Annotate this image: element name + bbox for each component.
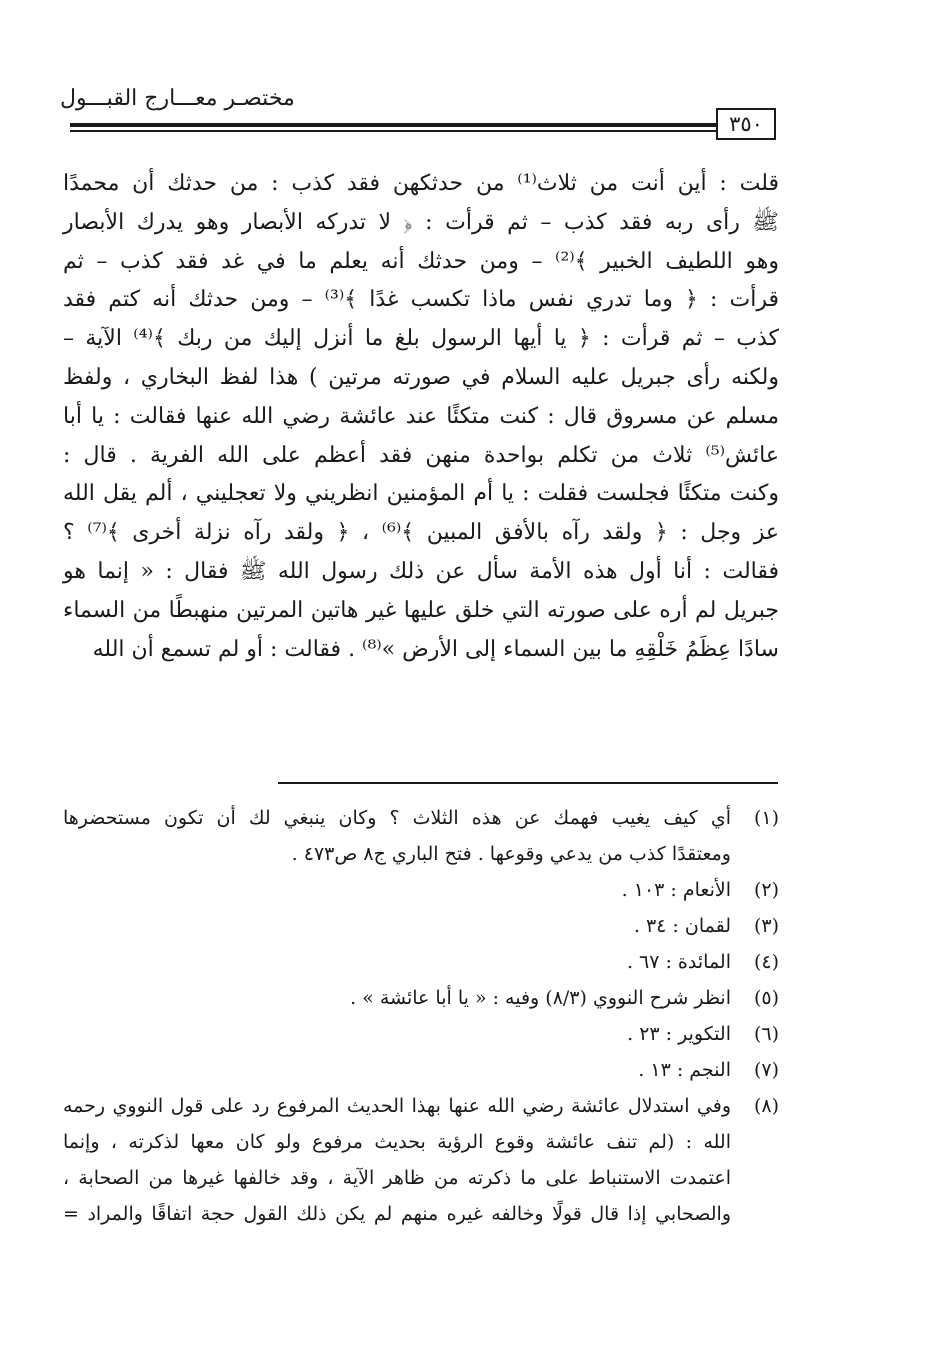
footnote-7: [63, 1052, 779, 1088]
footnote-body: [63, 1088, 731, 1232]
footnote-5: [63, 980, 779, 1016]
footnote-number: (٨): [753, 1095, 779, 1117]
text-line: عائش⁽⁵⁾ ثلاث من تكلم بواحدة منهن فقد أعظم على الله الفرية . قال :: [63, 442, 779, 468]
footnote-line: النجم : ١٣ .: [638, 1059, 731, 1081]
footnote-number: (١): [753, 807, 779, 829]
text-line: قلت : أين أنت من ثلاث⁽¹⁾ من حدثكهن فقد كذب : من حدثك أن محمدًا: [63, 171, 780, 196]
footnote-body: [63, 944, 731, 980]
footnote-body: [63, 980, 731, 1016]
text-line: كذب – ثم قرأت : ﴿ يا أيها الرسول بلغ ما أنزل إليك من ربك ﴾⁽⁴⁾ الآية –: [63, 326, 780, 352]
text-line: عز وجل : ﴿ ولقد رآه بالأفق المبين ﴾⁽⁶⁾ ، ﴿ ولقد رآه نزلة أخرى ﴾⁽⁷⁾ ؟: [63, 520, 779, 546]
text-line: قرأت : ﴿ وما تدري نفس ماذا تكسب غدًا ﴾⁽³⁾ – ومن حدثك أنه كتم فقد: [63, 287, 779, 313]
footnote-separator: [278, 782, 778, 784]
footnote-line: انظر شرح النووي (٨/٣) وفيه : « يا أبا عائشة » .: [350, 987, 731, 1009]
footnote-line: والصحابي إذا قال قولًا وخالفه غيره منهم لم يكن ذلك القول حجة اتفاقًا والمراد =: [63, 1203, 731, 1225]
text-line: وكنت متكئًا فجلست فقلت : يا أم المؤمنين انظريني ولا تعجليني ، ألم يقل الله: [63, 481, 779, 507]
footnote-2: [63, 872, 779, 908]
footnote-body: [63, 872, 731, 908]
running-title: مختصـر معـــارج القبـــول: [60, 86, 295, 111]
footnote-number: (٤): [753, 951, 779, 973]
text-line: وهو اللطيف الخبير ﴾⁽²⁾ – ومن حدثك أنه يعلم ما في غد فقد كذب – ثم: [63, 248, 779, 274]
header-rule-thin: [70, 130, 716, 132]
footnote-body: [63, 1052, 731, 1088]
text-line: سادًا عِظَمُ خَلْقِهِ ما بين السماء إلى الأرض »⁽⁸⁾ . فقالت : أو لم تسمع أن الله: [92, 636, 779, 662]
main-text: [63, 165, 779, 669]
footnote-body: [63, 908, 731, 944]
footnote-number: (٦): [753, 1023, 779, 1045]
footnote-4: [63, 944, 779, 980]
footnote-body: [63, 800, 731, 872]
footnote-line: وفي استدلال عائشة رضي الله عنها بهذا الحديث المرفوع رد على قول النووي رحمه: [63, 1095, 731, 1117]
footnote-line: المائدة : ٦٧ .: [626, 951, 731, 973]
header-rule-thick: [70, 123, 716, 127]
text-line: ﷺ رأى ربه فقد كذب – ثم قرأت : ﴿ لا تدركه الأبصار وهو يدرك الأبصار: [63, 209, 779, 235]
footnote-body: [63, 1016, 731, 1052]
footnote-line: الأنعام : ١٠٣ .: [621, 879, 731, 901]
footnote-line: الله : (لم تنف عائشة وقوع الرؤية بحديث مرفوع ولو كان معها لذكرته ، وإنما: [63, 1131, 731, 1153]
page-number: ٣٥٠: [716, 108, 776, 140]
text-line: جبريل لم أره على صورته التي خلق عليها غير هاتين المرتين منهبطًا من السماء: [63, 597, 779, 623]
text-line: مسلم عن مسروق قال : كنت متكئًا عند عائشة رضي الله عنها فقالت : يا أبا: [63, 403, 779, 429]
footnote-line: اعتمدت الاستنباط على ما ذكرته من ظاهر الآية ، وقد خالفها غيرها من الصحابة ،: [63, 1167, 731, 1189]
text-line: ولكنه رأى جبريل عليه السلام في صورته مرتين ) هذا لفظ البخاري ، ولفظ: [63, 364, 779, 390]
footnote-6: [63, 1016, 779, 1052]
footnote-8: [63, 1088, 779, 1232]
footnote-number: (٧): [753, 1059, 779, 1081]
text-line: فقالت : أنا أول هذه الأمة سأل عن ذلك رسول الله ﷺ فقال : « إنما هو: [63, 558, 779, 584]
footnote-line: التكوير : ٢٣ .: [627, 1023, 731, 1045]
footnote-1: [63, 800, 779, 872]
footnote-line: ومعتقدًا كذب من يدعي وقوعها . فتح الباري ج٨ ص٤٧٣ .: [291, 843, 731, 865]
footnote-number: (٣): [753, 915, 779, 937]
footnote-line: أي كيف يغيب فهمك عن هذه الثلاث ؟ وكان ينبغي لك أن تكون مستحضرها: [63, 807, 731, 829]
footnote-line: لقمان : ٣٤ .: [633, 915, 731, 937]
footnote-number: (٢): [753, 879, 779, 901]
footnotes: [63, 800, 779, 1232]
footnote-3: [63, 908, 779, 944]
footnote-number: (٥): [753, 987, 779, 1009]
